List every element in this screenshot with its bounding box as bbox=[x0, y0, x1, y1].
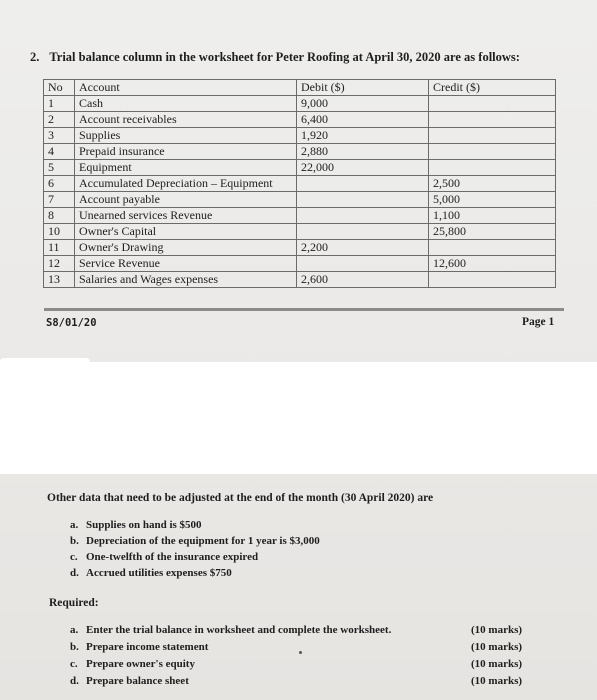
table-row bbox=[44, 224, 556, 240]
cell-debit: 9,000 bbox=[297, 96, 429, 112]
list-item bbox=[70, 549, 320, 565]
cell-account: Equipment bbox=[75, 160, 297, 176]
table-row bbox=[44, 144, 556, 160]
required-list bbox=[70, 622, 391, 690]
cell-no: 4 bbox=[44, 144, 75, 160]
cell-credit bbox=[429, 112, 556, 128]
table-row bbox=[44, 192, 556, 208]
cell-credit: 25,800 bbox=[429, 224, 556, 240]
item-text: Enter the trial balance in worksheet and complete the worksheet. bbox=[86, 624, 392, 636]
cell-no: 1 bbox=[44, 96, 75, 112]
list-item bbox=[70, 622, 391, 639]
list-item bbox=[70, 656, 391, 673]
question-text: Trial balance column in the worksheet for Peter Roofing at April 30, 2020 are as follows: bbox=[49, 50, 520, 64]
footer-date: S8/01/20 bbox=[46, 317, 97, 329]
cell-credit: 12,600 bbox=[429, 256, 556, 272]
marks-label: (10 marks) bbox=[471, 675, 523, 687]
cell-no: 2 bbox=[44, 112, 75, 128]
required-heading: Required: bbox=[49, 597, 99, 609]
cell-credit bbox=[429, 144, 556, 160]
cell-account: Prepaid insurance bbox=[75, 144, 297, 160]
cell-account: Account receivables bbox=[75, 112, 297, 128]
table-header-row bbox=[44, 80, 556, 96]
item-text: Prepare owner's equity bbox=[86, 658, 195, 670]
table-row bbox=[44, 272, 556, 288]
item-letter: c. bbox=[70, 658, 78, 670]
cell-no: 13 bbox=[44, 272, 75, 288]
cell-debit: 22,000 bbox=[297, 160, 429, 176]
cell-account: Unearned services Revenue bbox=[75, 208, 297, 224]
cell-debit: 6,400 bbox=[297, 112, 429, 128]
table-row bbox=[44, 96, 556, 112]
cell-credit: 2,500 bbox=[429, 176, 556, 192]
list-item bbox=[70, 533, 320, 549]
cell-debit bbox=[297, 176, 429, 192]
cell-credit bbox=[429, 272, 556, 288]
cell-account: Account payable bbox=[75, 192, 297, 208]
cell-debit bbox=[297, 224, 429, 240]
cell-debit: 1,920 bbox=[297, 128, 429, 144]
cell-credit bbox=[429, 160, 556, 176]
table-row bbox=[44, 112, 556, 128]
table-row bbox=[44, 240, 556, 256]
list-item bbox=[70, 565, 320, 581]
cell-credit bbox=[429, 240, 556, 256]
item-text: Prepare balance sheet bbox=[86, 675, 189, 687]
cell-credit bbox=[429, 128, 556, 144]
cell-no: 5 bbox=[44, 160, 75, 176]
item-letter: a. bbox=[70, 624, 79, 636]
cell-no: 12 bbox=[44, 256, 75, 272]
table-row bbox=[44, 208, 556, 224]
header-credit: Credit ($) bbox=[429, 80, 556, 96]
cell-no: 6 bbox=[44, 176, 75, 192]
cell-debit bbox=[297, 192, 429, 208]
item-text: Depreciation of the equipment for 1 year is $3,000 bbox=[86, 535, 320, 547]
cell-no: 8 bbox=[44, 208, 75, 224]
footer-divider bbox=[44, 308, 564, 311]
cell-account: Supplies bbox=[75, 128, 297, 144]
header-no: No bbox=[44, 80, 75, 96]
cell-no: 10 bbox=[44, 224, 75, 240]
question-title bbox=[30, 50, 520, 65]
cell-account: Salaries and Wages expenses bbox=[75, 272, 297, 288]
item-letter: b. bbox=[70, 641, 79, 653]
table-body bbox=[44, 96, 556, 288]
item-letter: a. bbox=[70, 519, 79, 531]
question-number: 2. bbox=[30, 50, 40, 64]
marks-label: (10 marks) bbox=[471, 658, 523, 670]
item-text: Accrued utilities expenses $750 bbox=[86, 567, 232, 579]
table-row bbox=[44, 256, 556, 272]
cell-account: Service Revenue bbox=[75, 256, 297, 272]
table-row bbox=[44, 128, 556, 144]
cell-debit: 2,200 bbox=[297, 240, 429, 256]
marks-label: (10 marks) bbox=[471, 641, 523, 653]
item-letter: d. bbox=[70, 567, 79, 579]
cell-no: 3 bbox=[44, 128, 75, 144]
item-text: Supplies on hand is $500 bbox=[86, 519, 202, 531]
table-row bbox=[44, 176, 556, 192]
cell-debit: 2,600 bbox=[297, 272, 429, 288]
table-row bbox=[44, 160, 556, 176]
cell-credit bbox=[429, 96, 556, 112]
list-item bbox=[70, 673, 391, 690]
other-data-list bbox=[70, 517, 320, 581]
list-item bbox=[70, 517, 320, 533]
item-text: Prepare income statement bbox=[86, 641, 209, 653]
item-letter: d. bbox=[70, 675, 79, 687]
redacted-area bbox=[0, 362, 597, 474]
cell-credit: 1,100 bbox=[429, 208, 556, 224]
item-text: One-twelfth of the insurance expired bbox=[86, 551, 259, 563]
trial-balance-table bbox=[43, 79, 556, 288]
cell-account: Owner's Drawing bbox=[75, 240, 297, 256]
page-number: Page 1 bbox=[522, 316, 555, 328]
cell-no: 11 bbox=[44, 240, 75, 256]
cell-debit bbox=[297, 208, 429, 224]
cell-account: Owner's Capital bbox=[75, 224, 297, 240]
cell-credit: 5,000 bbox=[429, 192, 556, 208]
cell-debit: 2,880 bbox=[297, 144, 429, 160]
cell-debit bbox=[297, 256, 429, 272]
cell-account: Accumulated Depreciation – Equipment bbox=[75, 176, 297, 192]
cell-account: Cash bbox=[75, 96, 297, 112]
list-item bbox=[70, 639, 391, 656]
ink-dot bbox=[299, 651, 302, 654]
item-letter: b. bbox=[70, 535, 79, 547]
cell-no: 7 bbox=[44, 192, 75, 208]
marks-label: (10 marks) bbox=[471, 624, 523, 636]
header-debit: Debit ($) bbox=[297, 80, 429, 96]
marks-column bbox=[471, 622, 522, 690]
header-account: Account bbox=[75, 80, 297, 96]
other-data-heading: Other data that need to be adjusted at the end of the month (30 April 2020) are bbox=[47, 492, 434, 504]
item-letter: c. bbox=[70, 551, 78, 563]
